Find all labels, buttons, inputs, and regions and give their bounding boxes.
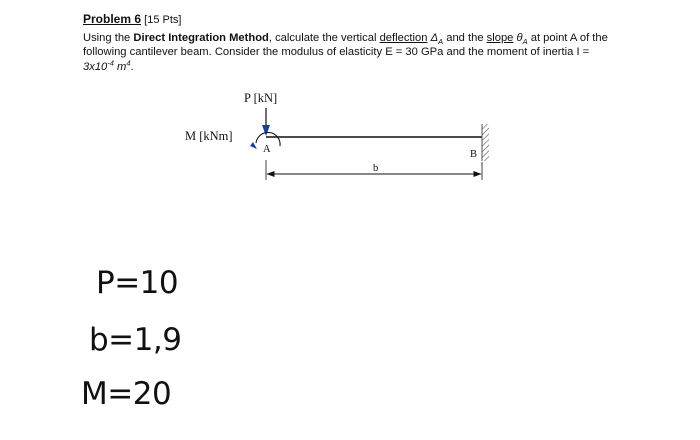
value-p: P=10 bbox=[96, 265, 179, 301]
method-name: Direct Integration Method bbox=[133, 32, 269, 45]
end-period: . bbox=[130, 60, 134, 73]
text-intro: Using the bbox=[83, 32, 134, 45]
fixed-support-hatch bbox=[482, 124, 489, 161]
delta-symbol: Δ bbox=[430, 32, 439, 45]
text-calculate: , calculate the vertical bbox=[268, 32, 380, 45]
deflection-word: deflection bbox=[379, 32, 428, 45]
slope-word: slope bbox=[486, 32, 514, 45]
problem-points: [15 Pts] bbox=[144, 14, 182, 26]
point-b-label: B bbox=[470, 149, 478, 160]
value-m: M=20 bbox=[81, 376, 172, 412]
text-conditions: at point A of the following cantilever beam. Consider the modulus of elasticity E = 30 GPa and the moment of inertia I = bbox=[83, 32, 608, 59]
problem-title: Problem 6 bbox=[83, 12, 142, 26]
load-label: P [kN] bbox=[244, 91, 278, 105]
theta-subscript: A bbox=[522, 37, 528, 47]
text-and: and the bbox=[443, 32, 487, 45]
inertia-unit-exponent: 4 bbox=[126, 57, 131, 67]
length-label: b bbox=[373, 163, 379, 174]
inertia-unit: m bbox=[113, 60, 127, 73]
inertia-base: 3x10 bbox=[83, 60, 108, 73]
delta-subscript: A bbox=[438, 37, 444, 47]
cantilever-beam-diagram bbox=[0, 0, 700, 200]
inertia-exponent: -4 bbox=[107, 57, 114, 67]
moment-arrow-head bbox=[250, 142, 257, 149]
moment-label: M [kNm] bbox=[185, 129, 233, 143]
theta-symbol: θ bbox=[516, 32, 523, 45]
load-arrow-head bbox=[262, 125, 270, 136]
value-b: b=1,9 bbox=[89, 322, 182, 358]
point-a-label: A bbox=[263, 144, 271, 155]
